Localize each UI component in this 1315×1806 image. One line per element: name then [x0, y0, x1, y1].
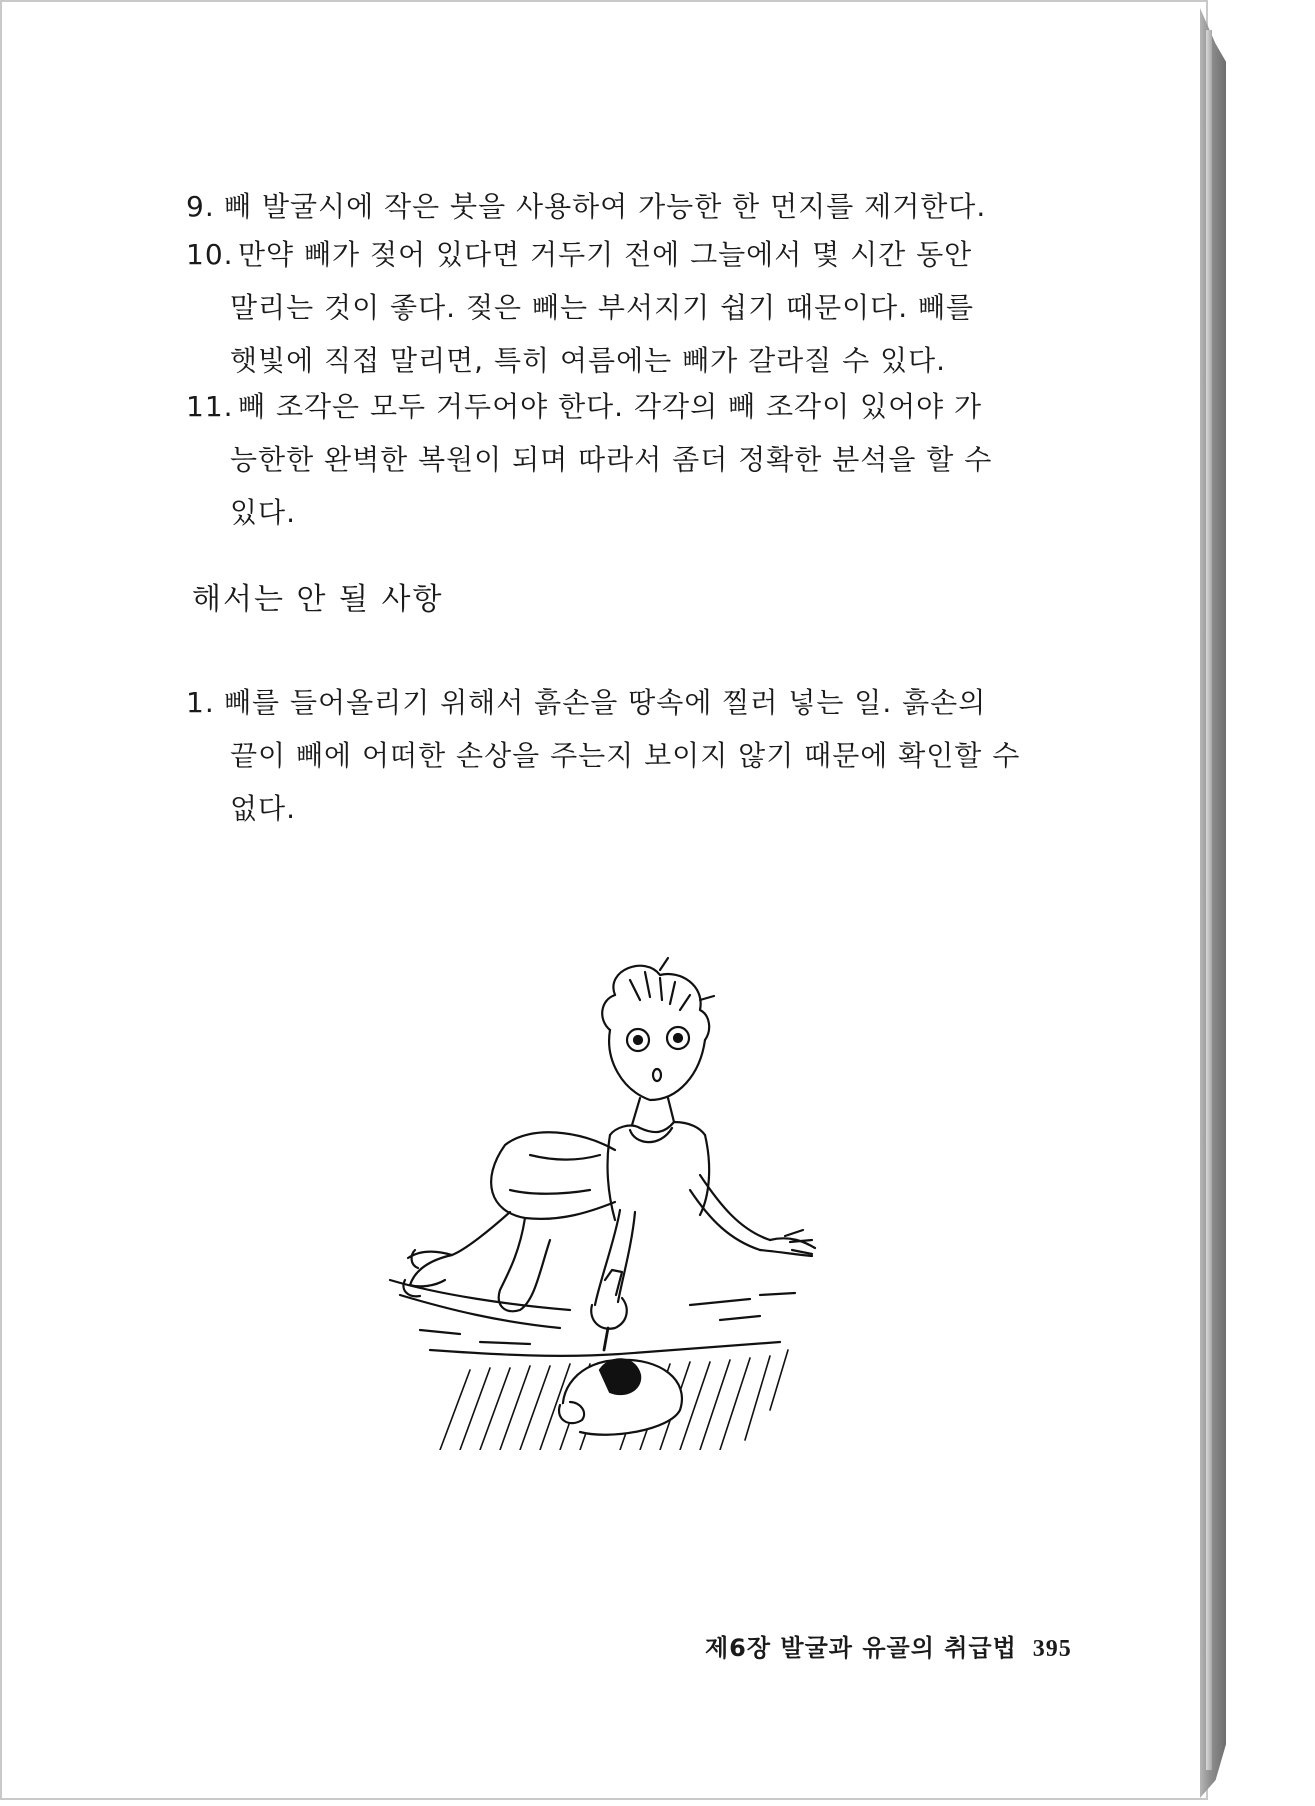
- list-item-10: [186, 228, 1056, 387]
- page-number: 395: [1032, 1636, 1072, 1662]
- digging-person-illustration: [360, 950, 860, 1450]
- list-item-line: 빼 조각은 모두 거두어야 한다. 각각의 빼 조각이 있어야 가: [238, 390, 983, 423]
- list-item-line: 말리는 것이 좋다. 젖은 빼는 부서지기 쉽기 때문이다. 빼를: [230, 291, 975, 324]
- list-item-line: 있다.: [230, 496, 296, 529]
- page-stack-highlight: [1206, 30, 1212, 1770]
- dont-list-item-1: [186, 676, 1056, 835]
- page-footer: [705, 1628, 1072, 1669]
- list-item-number: 1.: [186, 686, 215, 719]
- chapter-title: 제6장 발굴과 유골의 취급법: [705, 1634, 1017, 1662]
- page-stack-edge: [1200, 8, 1226, 1798]
- list-item-line: 빼 발굴시에 작은 붓을 사용하여 가능한 한 먼지를 제거한다.: [224, 190, 987, 223]
- list-item-number: 11.: [186, 390, 234, 423]
- list-item-number: 9.: [186, 190, 215, 223]
- list-item-11: [186, 380, 1056, 539]
- list-item-line: 능한한 완벽한 복원이 되며 따라서 좀더 정확한 분석을 할 수: [230, 443, 993, 476]
- list-item-line: 만약 빼가 젖어 있다면 거두기 전에 그늘에서 몇 시간 동안: [238, 238, 973, 271]
- list-item-line: 빼를 들어올리기 위해서 흙손을 땅속에 찔러 넣는 일. 흙손의: [224, 686, 987, 719]
- list-item-line: 햇빛에 직접 말리면, 특히 여름에는 빼가 갈라질 수 있다.: [230, 344, 947, 377]
- list-item-9: [186, 180, 1056, 233]
- list-item-number: 10.: [186, 238, 234, 271]
- list-item-line: 없다.: [230, 792, 296, 825]
- list-item-line: 끝이 빼에 어떠한 손상을 주는지 보이지 않기 때문에 확인할 수: [230, 739, 1021, 772]
- section-heading: 해서는 안 될 사항: [192, 582, 444, 617]
